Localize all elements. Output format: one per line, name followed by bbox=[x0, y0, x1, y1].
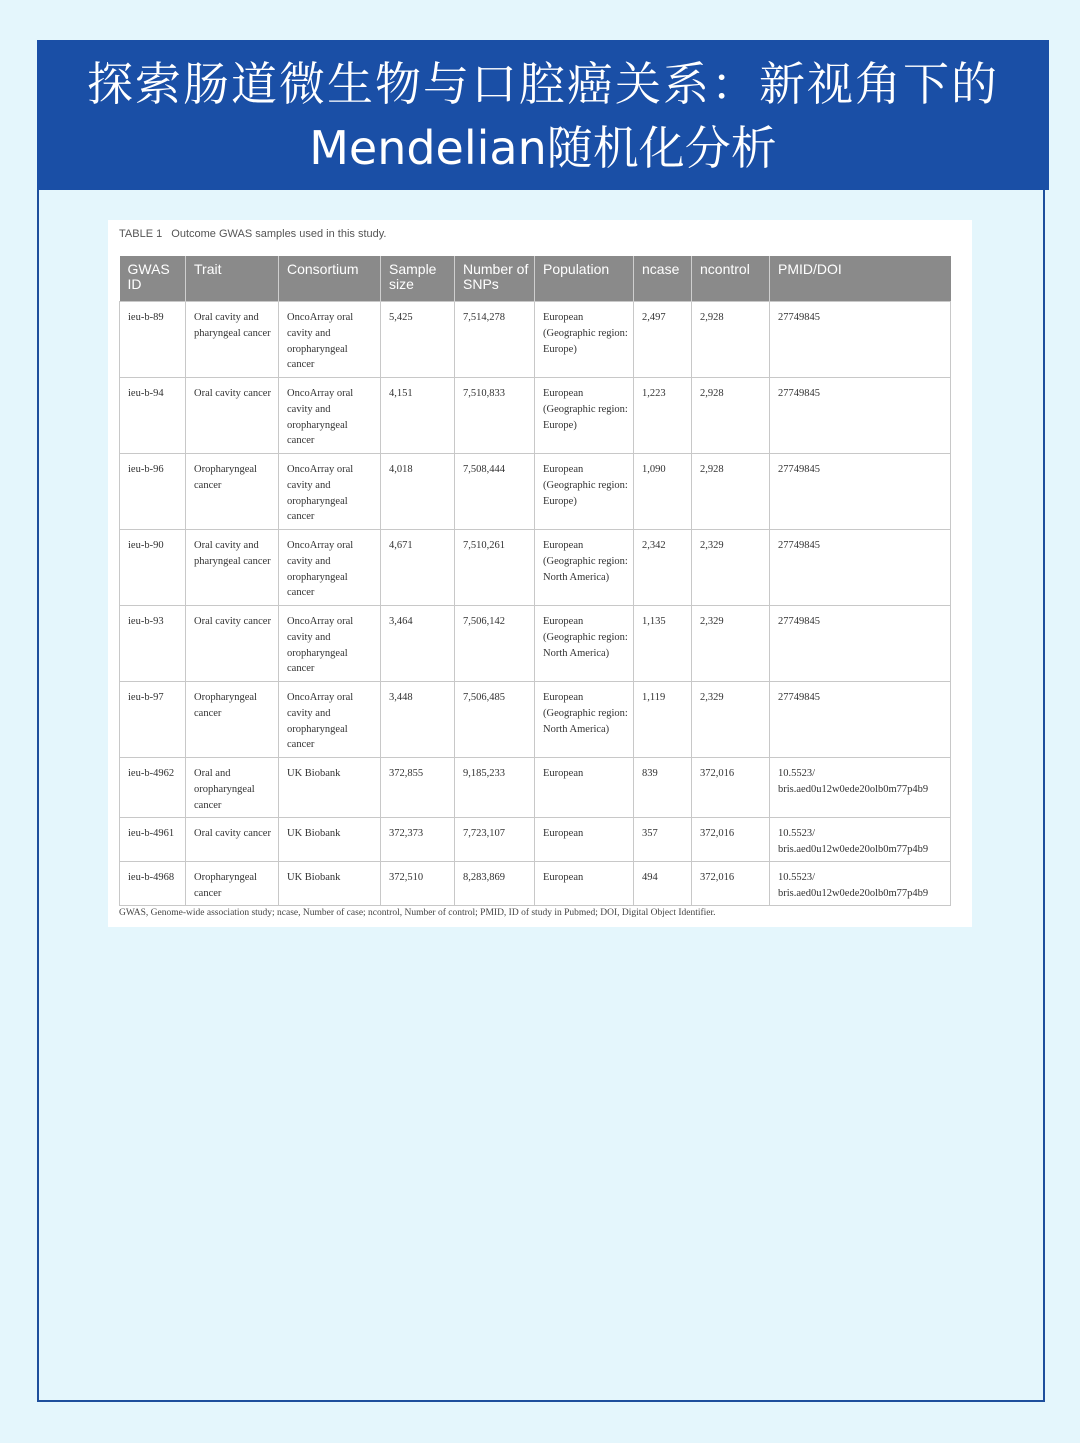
cell-population: European (Geographic region: North America) bbox=[535, 682, 634, 758]
cell-gwas-id: ieu-b-93 bbox=[120, 606, 186, 682]
cell-ncontrol: 2,329 bbox=[692, 606, 770, 682]
cell-sample-size: 372,855 bbox=[381, 758, 455, 818]
cell-population: European bbox=[535, 758, 634, 818]
cell-gwas-id: ieu-b-89 bbox=[120, 302, 186, 378]
cell-population: European (Geographic region: Europe) bbox=[535, 302, 634, 378]
cell-sample-size: 4,018 bbox=[381, 454, 455, 530]
table-row bbox=[120, 378, 951, 454]
cell-number-of-snps: 7,514,278 bbox=[455, 302, 535, 378]
cell-number-of-snps: 7,510,833 bbox=[455, 378, 535, 454]
cell-sample-size: 4,151 bbox=[381, 378, 455, 454]
cell-pmid-doi: 27749845 bbox=[770, 606, 951, 682]
cell-pmid-doi: 27749845 bbox=[770, 530, 951, 606]
cell-number-of-snps: 8,283,869 bbox=[455, 862, 535, 906]
cell-ncontrol: 2,329 bbox=[692, 530, 770, 606]
cell-gwas-id: ieu-b-94 bbox=[120, 378, 186, 454]
cell-pmid-doi: 27749845 bbox=[770, 454, 951, 530]
cell-trait: Oral and oropharyngeal cancer bbox=[186, 758, 279, 818]
cell-consortium: OncoArray oral cavity and oropharyngeal cancer bbox=[279, 606, 381, 682]
header-trait: Trait bbox=[186, 256, 279, 302]
cell-trait: Oropharyngeal cancer bbox=[186, 682, 279, 758]
cell-consortium: OncoArray oral cavity and oropharyngeal cancer bbox=[279, 454, 381, 530]
cell-population: European (Geographic region: Europe) bbox=[535, 378, 634, 454]
header-pmid-doi: PMID/DOI bbox=[770, 256, 951, 302]
cell-ncontrol: 2,329 bbox=[692, 682, 770, 758]
cell-pmid-doi: 27749845 bbox=[770, 302, 951, 378]
header-ncase: ncase bbox=[634, 256, 692, 302]
cell-gwas-id: ieu-b-4961 bbox=[120, 818, 186, 862]
cell-trait: Oral cavity cancer bbox=[186, 378, 279, 454]
header-sample-size: Sample size bbox=[381, 256, 455, 302]
cell-ncase: 839 bbox=[634, 758, 692, 818]
cell-consortium: OncoArray oral cavity and oropharyngeal cancer bbox=[279, 378, 381, 454]
gwas-table bbox=[119, 256, 951, 906]
cell-ncase: 1,135 bbox=[634, 606, 692, 682]
table-header-row bbox=[120, 256, 951, 302]
cell-pmid-doi: 10.5523/ bris.aed0u12w0ede20olb0m77p4b9 bbox=[770, 758, 951, 818]
cell-sample-size: 4,671 bbox=[381, 530, 455, 606]
cell-number-of-snps: 9,185,233 bbox=[455, 758, 535, 818]
cell-ncase: 1,223 bbox=[634, 378, 692, 454]
cell-trait: Oral cavity cancer bbox=[186, 606, 279, 682]
table-row bbox=[120, 682, 951, 758]
cell-population: European (Geographic region: North America) bbox=[535, 606, 634, 682]
cell-ncase: 494 bbox=[634, 862, 692, 906]
cell-ncase: 2,497 bbox=[634, 302, 692, 378]
cell-number-of-snps: 7,506,142 bbox=[455, 606, 535, 682]
header-gwas-id: GWAS ID bbox=[120, 256, 186, 302]
cell-ncontrol: 2,928 bbox=[692, 302, 770, 378]
table-figure bbox=[108, 220, 972, 927]
header-ncontrol: ncontrol bbox=[692, 256, 770, 302]
cell-trait: Oral cavity and pharyngeal cancer bbox=[186, 302, 279, 378]
cell-consortium: UK Biobank bbox=[279, 818, 381, 862]
cell-gwas-id: ieu-b-4968 bbox=[120, 862, 186, 906]
table-number: TABLE 1 bbox=[119, 228, 163, 240]
cell-population: European bbox=[535, 862, 634, 906]
cell-population: European (Geographic region: North America) bbox=[535, 530, 634, 606]
cell-ncase: 357 bbox=[634, 818, 692, 862]
cell-population: European (Geographic region: Europe) bbox=[535, 454, 634, 530]
cell-ncase: 1,090 bbox=[634, 454, 692, 530]
cell-gwas-id: ieu-b-96 bbox=[120, 454, 186, 530]
cell-ncase: 1,119 bbox=[634, 682, 692, 758]
banner-title-line2: Mendelian随机化分析 bbox=[309, 121, 777, 175]
header-consortium: Consortium bbox=[279, 256, 381, 302]
cell-consortium: UK Biobank bbox=[279, 758, 381, 818]
cell-number-of-snps: 7,508,444 bbox=[455, 454, 535, 530]
cell-ncontrol: 372,016 bbox=[692, 818, 770, 862]
cell-gwas-id: ieu-b-97 bbox=[120, 682, 186, 758]
cell-consortium: OncoArray oral cavity and oropharyngeal cancer bbox=[279, 682, 381, 758]
cell-pmid-doi: 10.5523/ bris.aed0u12w0ede20olb0m77p4b9 bbox=[770, 818, 951, 862]
table-row bbox=[120, 862, 951, 906]
cell-number-of-snps: 7,510,261 bbox=[455, 530, 535, 606]
header-population: Population bbox=[535, 256, 634, 302]
table-footnote: GWAS, Genome-wide association study; ncase, Number of case; ncontrol, Number of control; PMID, ID of study in Pubmed; DOI, Digital Object Identifier. bbox=[119, 908, 716, 918]
header-number-of-snps: Number of SNPs bbox=[455, 256, 535, 302]
cell-consortium: UK Biobank bbox=[279, 862, 381, 906]
cell-ncontrol: 372,016 bbox=[692, 862, 770, 906]
cell-trait: Oral cavity and pharyngeal cancer bbox=[186, 530, 279, 606]
cell-sample-size: 5,425 bbox=[381, 302, 455, 378]
cell-consortium: OncoArray oral cavity and oropharyngeal cancer bbox=[279, 302, 381, 378]
cell-sample-size: 372,373 bbox=[381, 818, 455, 862]
cell-trait: Oral cavity cancer bbox=[186, 818, 279, 862]
table-row bbox=[120, 454, 951, 530]
cell-pmid-doi: 10.5523/ bris.aed0u12w0ede20olb0m77p4b9 bbox=[770, 862, 951, 906]
table-row bbox=[120, 758, 951, 818]
cell-pmid-doi: 27749845 bbox=[770, 378, 951, 454]
cell-number-of-snps: 7,723,107 bbox=[455, 818, 535, 862]
cell-sample-size: 3,464 bbox=[381, 606, 455, 682]
cell-ncontrol: 2,928 bbox=[692, 378, 770, 454]
table-row bbox=[120, 818, 951, 862]
table-caption bbox=[119, 228, 386, 240]
cell-gwas-id: ieu-b-4962 bbox=[120, 758, 186, 818]
banner-title-line1: 探索肠道微生物与口腔癌关系：新视角下的 bbox=[87, 57, 999, 111]
cell-pmid-doi: 27749845 bbox=[770, 682, 951, 758]
cell-trait: Oropharyngeal cancer bbox=[186, 862, 279, 906]
cell-trait: Oropharyngeal cancer bbox=[186, 454, 279, 530]
cell-sample-size: 3,448 bbox=[381, 682, 455, 758]
title-banner bbox=[37, 40, 1049, 190]
table-caption-text: Outcome GWAS samples used in this study. bbox=[171, 228, 387, 240]
table-row bbox=[120, 606, 951, 682]
cell-sample-size: 372,510 bbox=[381, 862, 455, 906]
cell-ncontrol: 2,928 bbox=[692, 454, 770, 530]
cell-number-of-snps: 7,506,485 bbox=[455, 682, 535, 758]
cell-population: European bbox=[535, 818, 634, 862]
cell-gwas-id: ieu-b-90 bbox=[120, 530, 186, 606]
cell-ncase: 2,342 bbox=[634, 530, 692, 606]
table-row bbox=[120, 530, 951, 606]
cell-consortium: OncoArray oral cavity and oropharyngeal cancer bbox=[279, 530, 381, 606]
table-row bbox=[120, 302, 951, 378]
cell-ncontrol: 372,016 bbox=[692, 758, 770, 818]
